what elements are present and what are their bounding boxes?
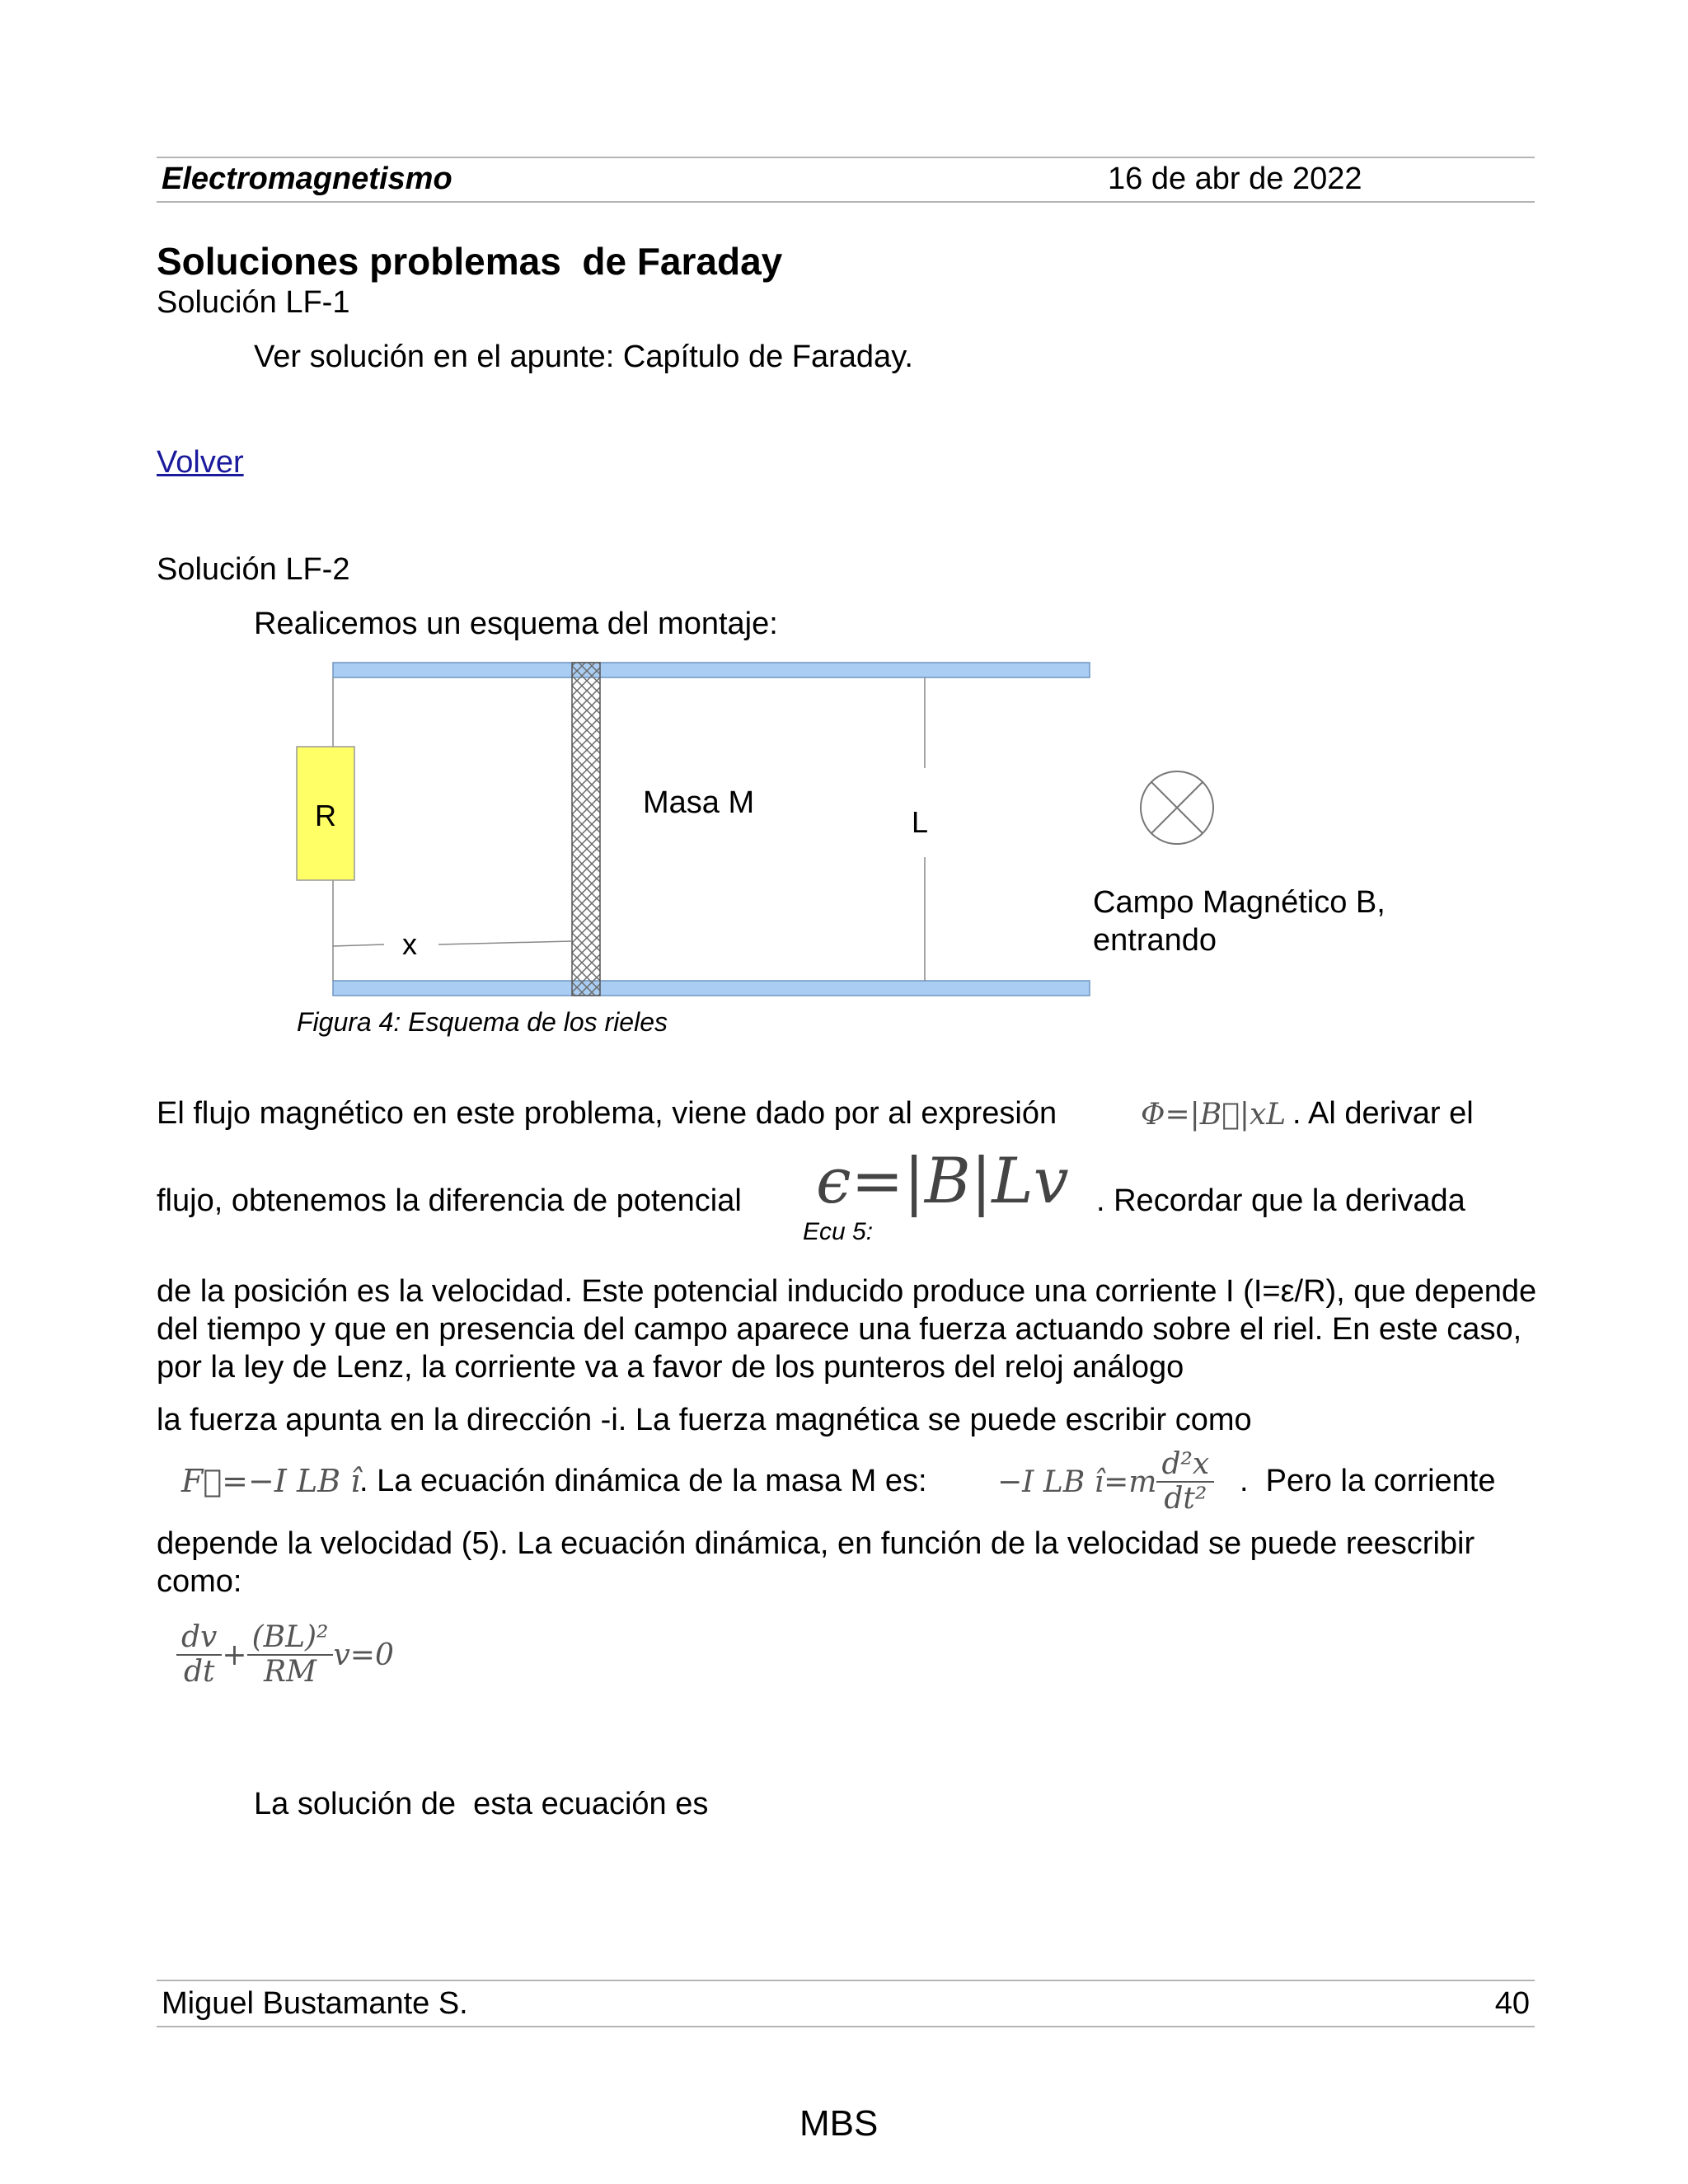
volver-link[interactable]: Volver: [157, 445, 244, 480]
ode-plus: +: [222, 1638, 247, 1672]
header-date: 16 de abr de 2022: [1108, 162, 1362, 196]
emf-equation: ϵ=|B|Lv: [816, 1144, 1069, 1217]
ode-tail: v=0: [333, 1638, 394, 1672]
footer-bottom-rule: [157, 2026, 1535, 2027]
figure-caption: Figura 4: Esquema de los rieles: [297, 1007, 668, 1037]
mass-label: Masa M: [643, 785, 755, 820]
field-label-line1: Campo Magnético B,: [1093, 885, 1386, 920]
ode-fraction-2: [247, 1621, 334, 1689]
dyn-eq-den: dt²: [1164, 1482, 1207, 1516]
ode-den1: dt: [183, 1655, 215, 1689]
emf-caption: Ecu 5:: [803, 1218, 874, 1245]
footer-mark: MBS: [799, 2103, 879, 2144]
force-equation: F⃗=−I LB î: [181, 1463, 361, 1499]
dynamic-equation: [997, 1441, 1214, 1523]
page-title: Soluciones problemas de Faraday: [157, 240, 783, 283]
dyn-eq-lhs: −I LB î=m: [997, 1465, 1157, 1499]
header-bottom-rule: [157, 201, 1535, 203]
top-rail: [333, 663, 1090, 677]
sliding-rod: [572, 663, 600, 996]
paragraph-6: depende la velocidad (5). La ecuación dinámica, en función de la velocidad se puede reescribir como:: [157, 1526, 1475, 1599]
x-line-right: [438, 941, 572, 944]
paragraph-4: la fuerza apunta en la dirección -i. La fuerza magnética se puede escribir como: [157, 1403, 1252, 1437]
flux-equation: Φ=|B⃗|xL: [1141, 1098, 1287, 1132]
field-label-line2: entrando: [1093, 923, 1217, 958]
lf2-intro: Realicemos un esquema del montaje:: [254, 607, 778, 641]
page-number: 40: [1494, 1986, 1530, 2021]
lf1-text: Ver solución en el apunte: Capítulo de Faraday.: [254, 340, 913, 374]
footer-author: Miguel Bustamante S.: [162, 1986, 468, 2021]
lf2-heading: Solución LF-2: [157, 552, 350, 587]
p1-start: El flujo magnético en este problema, viene dado por al expresión: [157, 1096, 1057, 1131]
resistor-label: R: [315, 799, 336, 832]
paragraph-7: La solución de esta ecuación es: [254, 1787, 709, 1821]
p1-end: . Al derivar el: [1292, 1096, 1474, 1131]
ode-num1: dv: [176, 1621, 222, 1656]
dyn-eq-fraction: [1156, 1448, 1214, 1516]
ode-den2: RM: [264, 1655, 316, 1689]
paragraph-3: de la posición es la velocidad. Este potencial inducido produce una corriente I (I=ε/R), que depende del tiempo y que en presencia del campo aparece una fuerza actuando sobre el riel. En este caso, por la ley de Lenz, la corriente va a favor de los punteros del reloj análogo: [157, 1274, 1537, 1385]
header-title: Electromagnetismo: [162, 162, 452, 196]
footer-top-rule: [157, 1980, 1535, 1981]
dyn-eq-num: d²x: [1156, 1448, 1214, 1483]
paragraph-line-1: [157, 1094, 1057, 1132]
field-into-page-icon: [1141, 771, 1213, 844]
rails-diagram: [280, 651, 1434, 1014]
p2-end: . Recordar que la derivada: [1096, 1183, 1465, 1218]
length-label: L: [911, 805, 929, 839]
p5-end: . Pero la corriente: [1240, 1464, 1496, 1498]
bottom-rail: [333, 981, 1090, 996]
header-top-rule: [157, 157, 1535, 158]
x-line-left: [333, 944, 384, 946]
lf1-heading: Solución LF-1: [157, 285, 350, 320]
ode-equation: [176, 1614, 394, 1696]
p2-start: flujo, obtenemos la diferencia de potencial: [157, 1183, 742, 1218]
ode-num2: (BL)²: [247, 1621, 334, 1656]
position-label: x: [402, 927, 417, 961]
p5-mid: . La ecuación dinámica de la masa M es:: [359, 1464, 927, 1498]
ode-fraction-1: [176, 1621, 222, 1689]
